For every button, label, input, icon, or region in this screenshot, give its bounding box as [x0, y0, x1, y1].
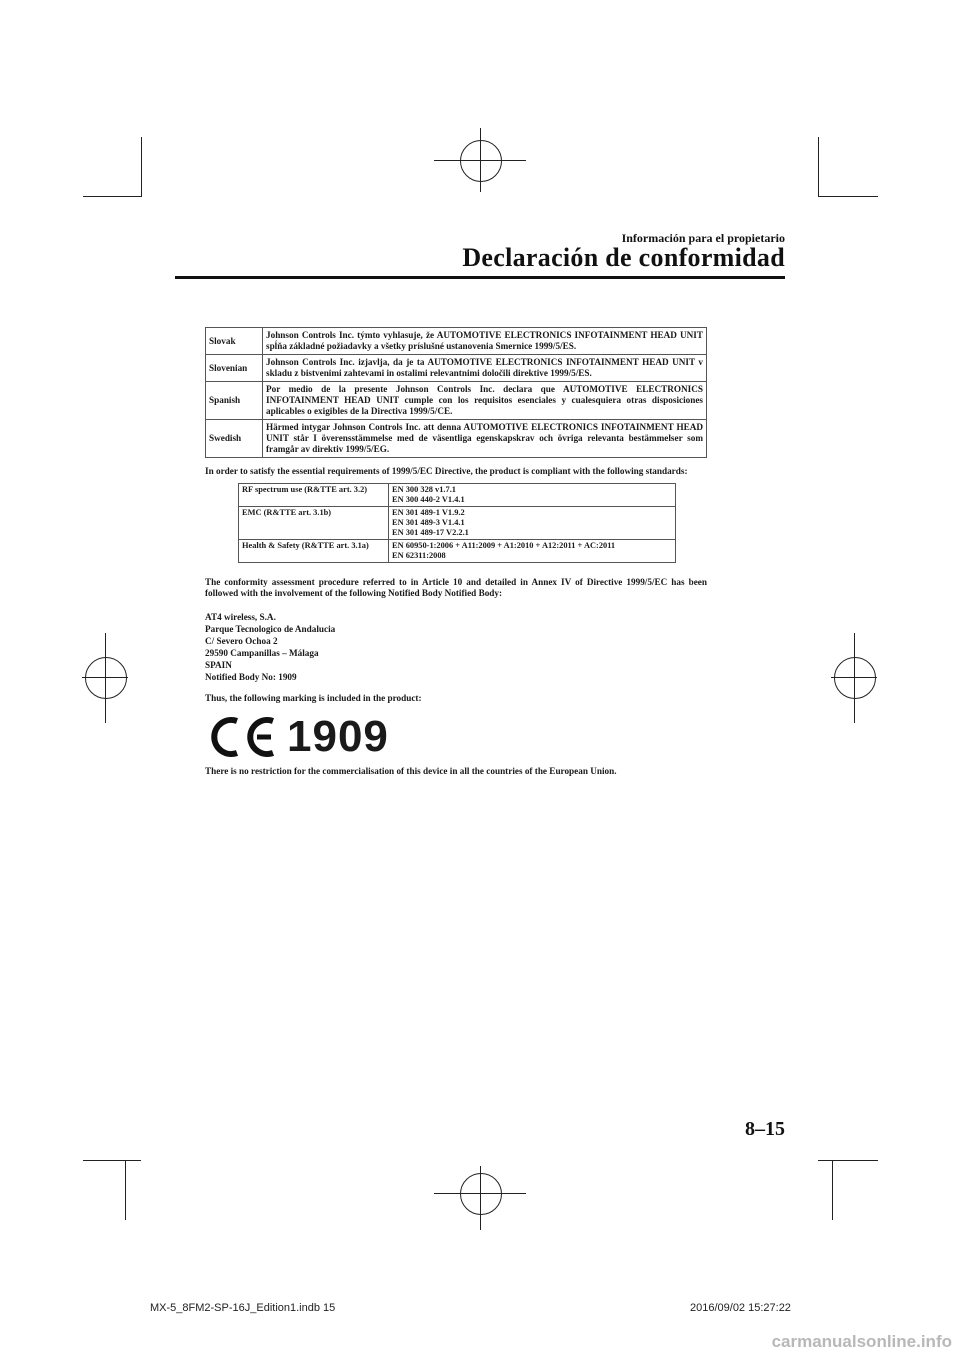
table-row: [239, 540, 676, 563]
table-row: [239, 484, 676, 507]
address-line: Parque Tecnologico de Andalucia: [205, 624, 336, 634]
page-title: Declaración de conformidad: [462, 243, 785, 272]
declaration-content: [205, 327, 707, 777]
address-line: AT4 wireless, S.A.: [205, 612, 276, 622]
table-row: [206, 355, 707, 382]
address-line: C/ Severo Ochoa 2: [205, 636, 278, 646]
language-text: Härmed intygar Johnson Controls Inc. att denna AUTOMOTIVE ELECTRONICS INFOTAINMENT HEAD UNIT står I överensstämmelse med de väsentliga egenskapskrav och övriga relevanta bestämmelser som framgår av direktiv 1999/5/EG.: [263, 420, 707, 458]
registration-mark-right: [834, 657, 876, 699]
standard-value: EN 62311:2008: [392, 551, 446, 560]
language-name: Slovenian: [206, 355, 263, 382]
language-name: Slovak: [206, 328, 263, 355]
standard-value: EN 60950-1:2006 + A11:2009 + A1:2010 + A12:2011 + AC:2011: [392, 541, 616, 550]
language-text: Johnson Controls Inc. týmto vyhlasuje, že AUTOMOTIVE ELECTRONICS INFOTAINMENT HEAD UNIT spĺňa základné požiadavky a všetky príslušné ustanovenia Smernice 1999/5/ES.: [263, 328, 707, 355]
page-number: 8–15: [745, 1118, 785, 1140]
standard-name: EMC (R&TTE art. 3.1b): [239, 507, 389, 540]
standards-table: [238, 483, 676, 563]
language-text: Johnson Controls Inc. izjavlja, da je ta AUTOMOTIVE ELECTRONICS INFOTAINMENT HEAD UNIT v skladu z bistvenimi zahtevami in ostalimi relevantnimi določili direktive 1999/5/ES.: [263, 355, 707, 382]
table-row: [206, 328, 707, 355]
standard-value: EN 301 489-1 V1.9.2: [392, 508, 465, 517]
language-declarations-table: [205, 327, 707, 458]
address-line: Notified Body No: 1909: [205, 672, 297, 682]
title-rule: [175, 276, 785, 279]
table-row: [206, 382, 707, 420]
standard-value: EN 301 489-17 V2.2.1: [392, 528, 469, 537]
notified-body-address: [205, 611, 707, 683]
footer-file-info: MX-5_8FM2-SP-16J_Edition1.indb 15: [150, 1302, 336, 1314]
standard-values: [389, 484, 676, 507]
conformity-text: The conformity assessment procedure referred to in Article 10 and detailed in Annex IV of Directive 1999/5/EC has been followed with the involvement of the following Notified Body Notified Body:: [205, 577, 707, 598]
standard-name: RF spectrum use (R&TTE art. 3.2): [239, 484, 389, 507]
registration-mark-left: [85, 657, 127, 699]
watermark: carmanualsonline.info: [771, 1332, 952, 1351]
standard-name: Health & Safety (R&TTE art. 3.1a): [239, 540, 389, 563]
table-row: [206, 420, 707, 458]
ce-mark-icon: [205, 715, 281, 759]
restriction-text: There is no restriction for the commercialisation of this device in all the countries of the European Union.: [205, 766, 617, 776]
registration-mark-bottom: [460, 1173, 502, 1215]
standard-value: EN 301 489-3 V1.4.1: [392, 518, 465, 527]
registration-mark-top: [460, 140, 502, 182]
ce-marking: [205, 714, 707, 760]
standard-value: EN 300 328 v1.7.1: [392, 485, 456, 494]
section-label: Información para el propietario: [621, 231, 785, 245]
standard-values: [389, 507, 676, 540]
marking-text: Thus, the following marking is included in the product:: [205, 693, 422, 703]
standards-intro: In order to satisfy the essential requirements of 1999/5/EC Directive, the product is compliant with the following standards:: [205, 466, 688, 476]
language-text: Por medio de la presente Johnson Controls Inc. declara que AUTOMOTIVE ELECTRONICS INFOTAINMENT HEAD UNIT cumple con los requisitos esenciales y cualesquiera otras disposiciones aplicables o exigibles de la Directiva 1999/5/CE.: [263, 382, 707, 420]
address-line: 29590 Campanillas – Málaga: [205, 648, 319, 658]
language-name: Swedish: [206, 420, 263, 458]
standard-value: EN 300 440-2 V1.4.1: [392, 495, 465, 504]
table-row: [239, 507, 676, 540]
notified-body-number: 1909: [287, 712, 389, 761]
footer-date-info: 2016/09/02 15:27:22: [690, 1302, 791, 1314]
standard-values: [389, 540, 676, 563]
address-line: SPAIN: [205, 660, 232, 670]
language-name: Spanish: [206, 382, 263, 420]
